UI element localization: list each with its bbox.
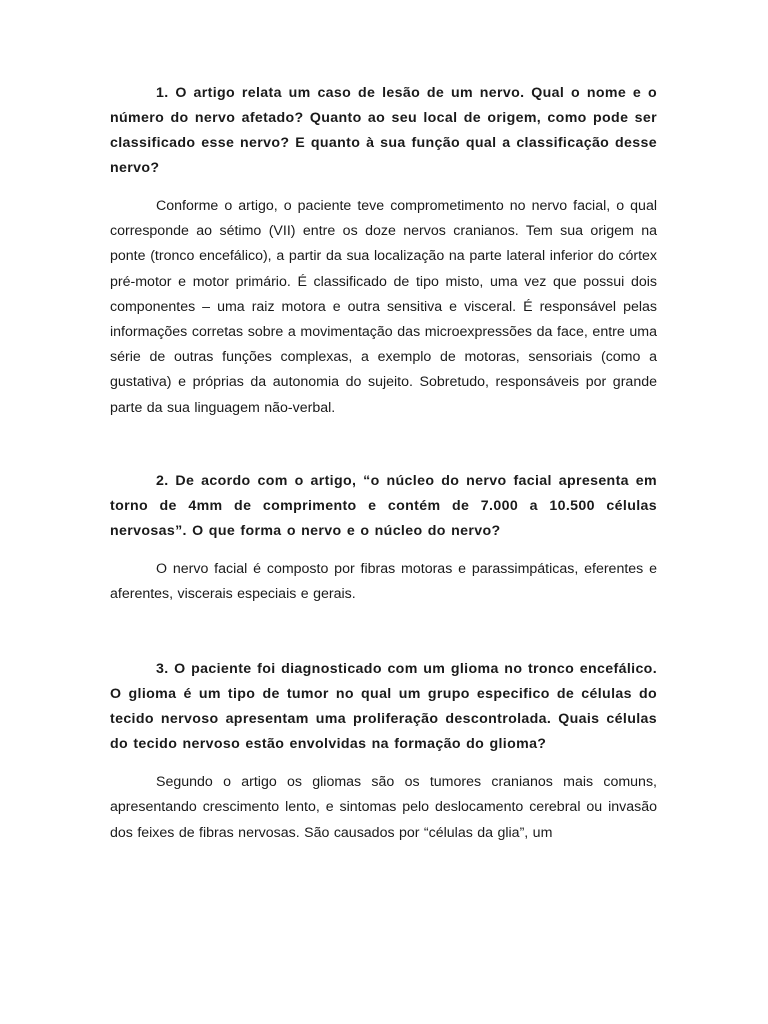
answer-2-text: O nervo facial é composto por fibras motoras e parassimpáticas, eferentes e aferentes, viscerais especiais e gerais. — [110, 560, 657, 603]
question-3-text: 3. O paciente foi diagnosticado com um glioma no tronco encefálico. O glioma é um tipo de tumor no qual um grupo especifico de células do tecido nervoso apresentam uma proliferação descontrolada. Quais células do tecido nervoso estão envolvidas na formação do glioma? — [110, 661, 657, 753]
question-2-text: 2. De acordo com o artigo, “o núcleo do nervo facial apresenta em torno de 4mm de comprimento e contém de 7.000 a 10.500 células nervosas”. O que forma o nervo e o núcleo do nervo? — [110, 472, 657, 539]
question-1-text: 1. O artigo relata um caso de lesão de um nervo. Qual o nome e o número do nervo afetado? Quanto ao seu local de origem, como pode ser classificado esse nervo? E quanto à sua função qual a classificação desse nervo? — [110, 85, 657, 176]
answer-3-text: Segundo o artigo os gliomas são os tumores cranianos mais comuns, apresentando crescimento lento, e sintomas pelo deslocamento cerebral ou invasão dos feixes de fibras nervosas. São causados por “células da glia”, um — [110, 774, 657, 841]
question-block-3 — [110, 657, 657, 846]
answer-1-text: Conforme o artigo, o paciente teve comprometimento no nervo facial, o qual corresponde ao sétimo (VII) entre os doze nervos cranianos. Tem sua origem na ponte (tronco encefálico), a partir da sua localização na parte lateral inferior do córtex pré-motor e motor primário. É classificado de tipo misto, uma vez que possui dois componentes – uma raiz motora e outra sensitiva e visceral. É responsável pelas informações corretas sobre a movimentação das microexpressões da face, entre uma série de outras funções complexas, a exemplo de motoras, sensoriais (como a gustativa) e próprias da autonomia do sujeito. Sobretudo, responsáveis por grande parte da sua linguagem não-verbal. — [110, 198, 657, 416]
question-block-1 — [110, 81, 657, 421]
document-page — [110, 81, 657, 846]
question-block-2 — [110, 469, 657, 607]
